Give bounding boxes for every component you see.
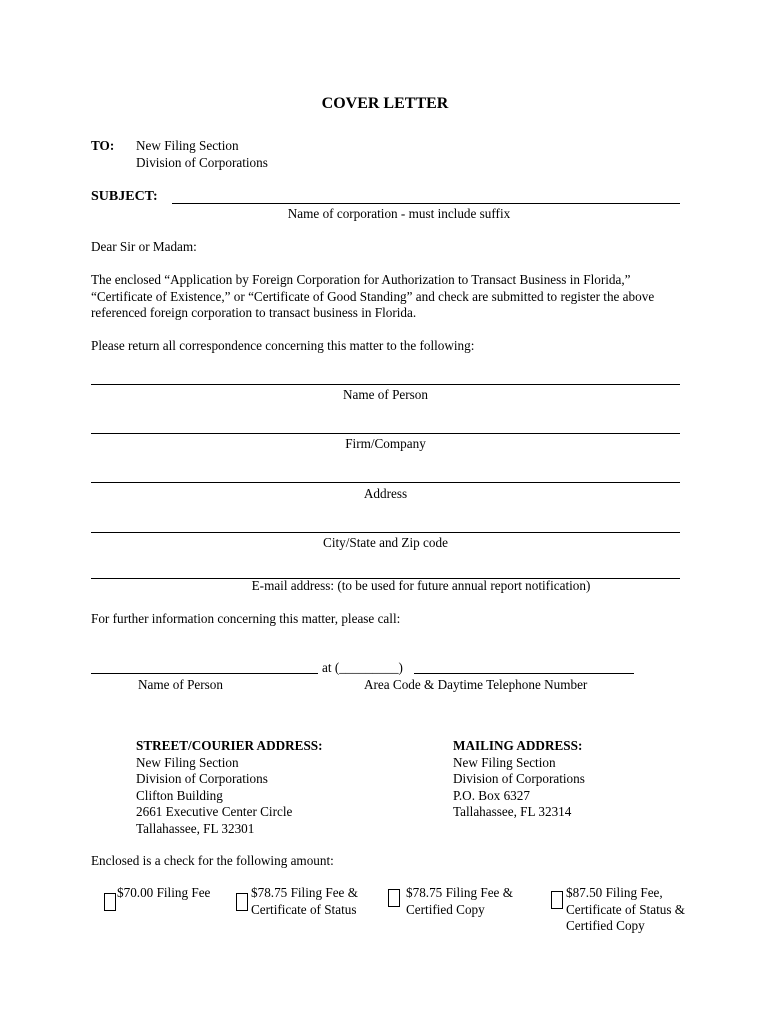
firm-company-caption: Firm/Company [345, 436, 426, 451]
email-caption: E-mail address: (to be used for future annual report notification) [251, 578, 591, 593]
address-caption: Address [363, 486, 408, 501]
street-address-line: New Filing Section [136, 754, 239, 770]
mailing-address-line: P.O. Box 6327 [453, 787, 530, 803]
to-line-1: New Filing Section [136, 138, 239, 153]
street-address-line: Clifton Building [136, 787, 223, 803]
subject-caption: Name of corporation - must include suffix [287, 206, 511, 221]
subject-input-line[interactable] [172, 203, 680, 204]
fee-label-78-copy: $78.75 Filing Fee & Certified Copy [406, 885, 513, 917]
enclosed-text: Enclosed is a check for the following amount: [91, 853, 334, 868]
street-address-line: 2661 Executive Center Circle [136, 804, 293, 819]
fee-checkbox-70[interactable] [104, 893, 116, 911]
firm-company-line[interactable] [91, 433, 680, 434]
mailing-address-line: Tallahassee, FL 32314 [453, 804, 572, 819]
street-address-line: Division of Corporations [136, 771, 268, 786]
city-state-zip-caption: City/State and Zip code [323, 535, 448, 550]
contact-name-caption: Name of Person [138, 677, 223, 692]
salutation: Dear Sir or Madam: [91, 239, 197, 254]
subject-label: SUBJECT: [91, 189, 158, 204]
street-address-heading: STREET/COURIER ADDRESS: [136, 738, 323, 753]
fee-label-87: $87.50 Filing Fee, Certificate of Status & Certified Copy [566, 885, 686, 933]
fee-label-70: $70.00 Filing Fee [117, 885, 211, 900]
telephone-line[interactable] [414, 673, 634, 674]
fee-checkbox-87[interactable] [551, 891, 563, 909]
mailing-address-heading: MAILING ADDRESS: [453, 738, 583, 753]
mailing-address-line: New Filing Section [453, 754, 556, 770]
body-paragraph: The enclosed “Application by Foreign Corporation for Authorization to Transact Business in Florida,” “Certificate of Existence,” or “Certificate of Good Standing” and check are submitted to register the above referenced foreign corporation to transact business in Florida. [91, 272, 655, 320]
name-of-person-caption: Name of Person [343, 387, 428, 402]
mailing-address-line: Division of Corporations [453, 771, 585, 786]
call-instruction: For further information concerning this matter, please call: [91, 611, 401, 626]
telephone-caption: Area Code & Daytime Telephone Number [364, 677, 588, 692]
fee-checkbox-78-copy[interactable] [388, 889, 400, 907]
page-title: COVER LETTER [321, 95, 449, 112]
fee-checkbox-78-status[interactable] [236, 893, 248, 911]
name-of-person-line[interactable] [91, 384, 680, 385]
to-label: TO: [91, 138, 115, 153]
contact-name-line[interactable] [91, 673, 318, 674]
street-address-block [136, 738, 323, 837]
to-line-2: Division of Corporations [136, 155, 268, 170]
return-instruction: Please return all correspondence concerning this matter to the following: [91, 338, 475, 353]
mailing-address-block [453, 738, 585, 821]
city-state-zip-line[interactable] [91, 532, 680, 533]
area-code-field[interactable]: at (_________) [322, 660, 403, 675]
address-line[interactable] [91, 482, 680, 483]
street-address-line: Tallahassee, FL 32301 [136, 820, 255, 836]
fee-label-78-status: $78.75 Filing Fee & Certificate of Status [251, 885, 358, 917]
